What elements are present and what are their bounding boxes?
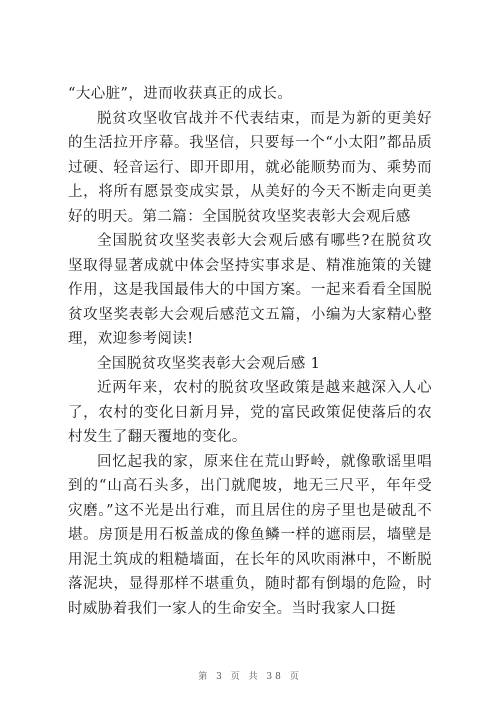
paragraph-continuation: “大心脏”，进而收获真正的成长。 — [68, 86, 293, 102]
paragraph-conclusion: 脱贫攻坚收官战并不代表结束，而是为新的更美好的生活拉开序幕。我坚信，只要每一个“小太阳”都品质过硬、轻音运行、即开即用，就必能顺势而为、乘势而上，将所有愿景变成实景，从美好的今天不断走向更美好的明天。第二篇：全国脱贫攻坚奖表彰大会观后感 — [68, 110, 432, 225]
page-number-footer: 第 3 页 共 38 页 — [198, 672, 302, 682]
paragraph-intro: 全国脱贫攻坚奖表彰大会观后感有哪些?在脱贫攻坚取得显著成就中体会坚持实事求是、精准施策的关键作用，这是我国最伟大的中国方案。一起来看看全国脱贫攻坚奖表彰大会观后感范文五篇，小编为大家精心整理，欢迎参考阅读! — [68, 233, 432, 347]
paragraph-body-1: 近两年来，农村的脱贫攻坚政策是越来越深入人心了，农村的变化日新月异，党的富民政策促使落后的农村发生了翻天覆地的变化。 — [68, 380, 432, 445]
document-body — [68, 82, 432, 621]
paragraph-body-2: 回忆起我的家，原来住在荒山野岭，就像歌谣里唱到的“山高石头多，出门就爬坡，地无三尺平，年年受灾磨。”这不光是出行难，而且居住的房子里也是破乱不堪。房顶是用石板盖成的像鱼鳞一样的遮雨层，墙壁是用泥土筑成的粗糙墙面，在长年的风吹雨淋中，不断脱落泥块，显得那样不堪重负，随时都有倒塌的危险，时时威胁着我们一家人的生命安全。当时我家人口挺 — [68, 453, 432, 617]
section-heading: 全国脱贫攻坚奖表彰大会观后感 1 — [97, 355, 321, 372]
